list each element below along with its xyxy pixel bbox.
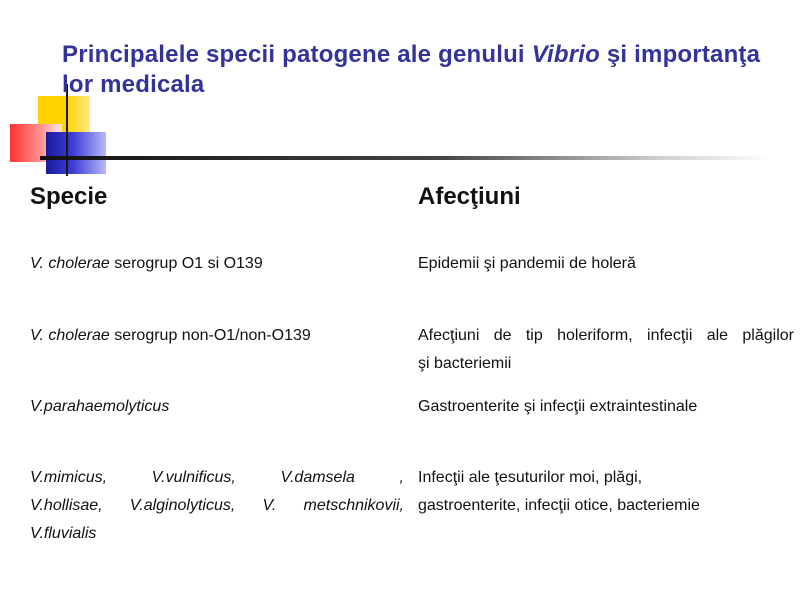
row1-species-detail: serogrup O1 si O139 [109, 255, 263, 272]
slide-title [62, 40, 762, 100]
title-divider-line [40, 156, 770, 160]
row4-affection-line2: gastroenterite, infecţii otice, bacteriemie [418, 497, 700, 514]
row2-affection-line1: Afecţiuni de tip holeriform, infecţii ale plăgilor [418, 327, 794, 344]
row3-species-name: V.parahaemolyticus [30, 398, 170, 415]
header-affections: Afecţiuni [418, 183, 521, 210]
row2-species [30, 322, 404, 350]
row2-affection-line2: şi bacteriemii [418, 355, 512, 372]
decor-blue-square [46, 132, 106, 174]
title-text-2: şi importanţa lor medicala [62, 41, 761, 98]
row1-species-name: V. cholerae [30, 255, 110, 272]
title-genus: Vibrio [531, 41, 601, 68]
row4-species-line3: V.fluvialis [30, 525, 97, 542]
row3-species [30, 393, 404, 421]
row2-species-detail: serogrup non-O1/non-O139 [109, 327, 311, 344]
row4-affection-line1: Infecţii ale ţesuturilor moi, plăgi, [418, 469, 643, 486]
title-text-1: Principalele specii patogene ale genului [62, 41, 532, 68]
row1-affection: Epidemii şi pandemii de holeră [418, 255, 636, 272]
row4-species-line1: V.mimicus, V.vulnificus, V.damsela , [30, 469, 404, 486]
row2-species-name: V. cholerae [30, 327, 110, 344]
row4-species [30, 464, 404, 548]
row2-affection [418, 322, 794, 378]
row1-species [30, 250, 404, 278]
row3-affection: Gastroenterite şi infecţii extraintestinale [418, 398, 698, 415]
header-species: Specie [30, 183, 108, 210]
row4-affection [418, 464, 794, 520]
row4-species-line2: V.hollisae, V.alginolyticus, V. metschnikovii, [30, 497, 404, 514]
